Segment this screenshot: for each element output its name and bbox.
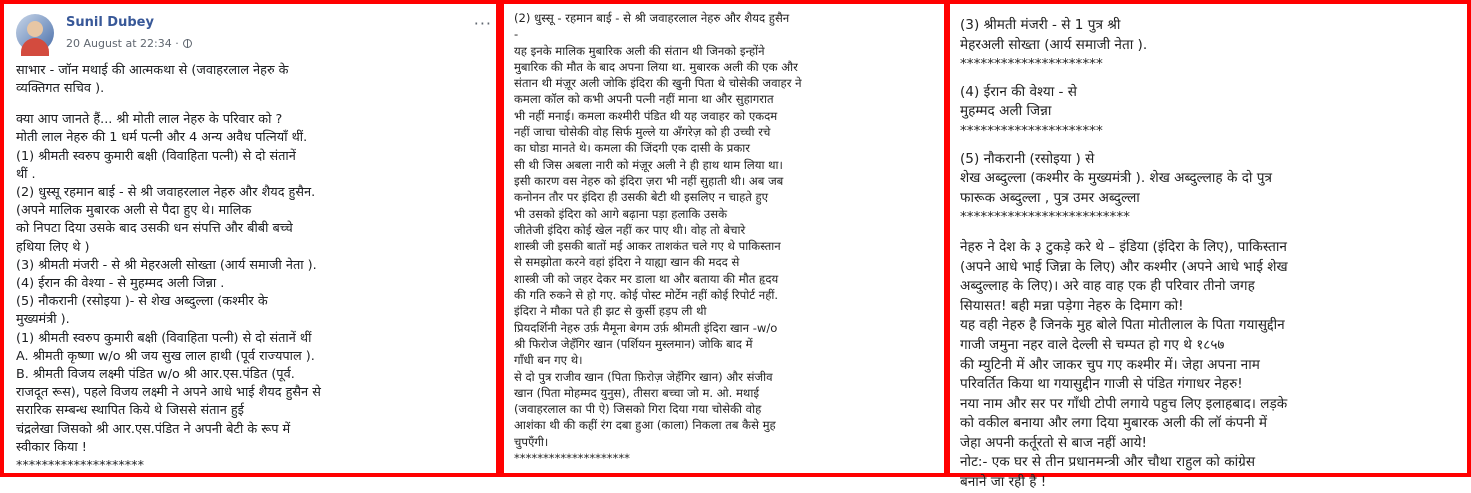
text-line: की गति रुकने से हो गए. कोई पोस्ट मोर्टेम नहीं कोई रिपोर्ट नहीं. (514, 288, 779, 303)
text-line: संतान थी मंज़ूर अली जोकि इंदिरा की खुनी पिता थे चोसेकी जवाहर ने (514, 76, 802, 91)
text-line: बनाने जा रही है ! (960, 474, 1047, 491)
globe-icon (183, 39, 192, 48)
text-line: शास्त्री जी को जहर देकर मर डाला था और बताया की मौत हृदय (514, 271, 779, 286)
text-line: से समझोता करने वहां इंदिरा ने याह्या खान की मदद से (514, 255, 740, 270)
separator-line: ************************* (960, 209, 1130, 226)
text-line (16, 98, 496, 111)
text-line: चुपएँगी। (514, 434, 549, 449)
text-line: थीं . (16, 166, 36, 182)
text-line: मुख्यमंत्री ). (16, 312, 70, 328)
text-line: मुबारिक की मौत के बाद अपना लिया था. मुबारक अली की एक और (514, 59, 798, 74)
text-line: (4) ईरान की वेश्या - से (960, 83, 1077, 100)
text-line: शेख अब्दुल्ला (कश्मीर के मुख्यमंत्री ). शेख अब्दुल्लाह के दो पुत्र (960, 170, 1272, 187)
text-line: (5) नौकरानी (रसोइया )- से शेख अब्दुल्ला (कश्मीर के (16, 294, 268, 310)
text-line: मोती लाल नेहरु की 1 धर्म पत्नी और 4 अन्य अवैध पत्नियाँ थीं. (16, 130, 308, 146)
text-line: यह इनके मालिक मुबारिक अली की संतान थी जिनको इन्होंने (514, 43, 765, 58)
text-line: श्री फिरोज जेहँगिर खान (पर्शियन मुस्लमान) जोकि बाद में (514, 336, 753, 351)
text-line: आशंका थी की कहीं रंग दबा हुआ (काला) निकला तब कैसे मुह (514, 418, 776, 433)
text-line: गाजी जमुना नहर वाले देल्ली से चम्पत हो गए थे १८५७ (960, 336, 1225, 353)
text-line: इसी कारण वस नेहरु को इंदिरा ज़रा भी नहीं सुहाती थी। अब जब (514, 173, 784, 188)
avatar[interactable] (16, 14, 54, 52)
text-line: फारूक अब्दुल्ला , पुत्र उमर अब्दुल्ला (960, 189, 1140, 206)
text-line: (5) नौकरानी (रसोइया ) से (960, 150, 1095, 167)
text-line: (1) श्रीमती स्वरुप कुमारी बक्षी (विवाहिता पत्नी) से दो संतानें (16, 148, 296, 164)
middle-text-panel (500, 0, 948, 477)
text-line: नोट:- एक घर से तीन प्रधानमन्त्री और चौथा राहुल को कांग्रेस (960, 454, 1256, 471)
text-line: राजदूत रूस), पहले विजय लक्ष्मी ने अपने आधे भाई शैयद हुसैन से (16, 385, 321, 401)
separator-line: ********************* (960, 122, 1103, 139)
text-line: खान (पिता मोहम्मद युनुस), तीसरा बच्चा जो म. ओ. मथाई (514, 385, 760, 400)
text-line: स्वीकार किया ! (16, 439, 87, 455)
text-line: प्रियदर्शिनी नेहरु उर्फ़ मैमूना बेगम उर्फ़ श्रीमती इंदिरा खान -w/o (514, 320, 778, 335)
text-line: ******************** (514, 451, 630, 466)
text-line: A. श्रीमती कृष्णा w/o श्री जय सुख लाल हाथी (पूर्व राज्यपाल ). (16, 348, 315, 364)
text-line: गाँधी बन गए थे। (514, 353, 583, 368)
text-line: सियासत! बही मन्ना पड़ेगा नेहरु के दिमाग को! (960, 297, 1184, 314)
text-line: (3) श्रीमती मंजरी - से 1 पुत्र श्री (960, 17, 1121, 33)
text-line: से दो पुत्र राजीव खान (पिता फ़िरोज़ जेहँगिर खान) और संजीव (514, 369, 773, 384)
separator-line: ********************* (960, 56, 1103, 73)
text-line: सी थी जिस अबला नारी को मंज़ूर अली ने ही हाथ थाम लिया था। (514, 157, 783, 172)
text-line: यह वही नेहरु है जिनके मुह बोले पिता मोतीलाल के पिता गयासुद्दीन (960, 317, 1285, 334)
text-line: इंदिरा ने मौका पते ही झट से कुर्सी हड़प ली थी (514, 304, 707, 319)
text-line: जेहा अपनी कर्तूरतो से बाज नहीं आये! (960, 434, 1148, 451)
text-line: भी नहीं मनाई। कमला कश्मीरी पंडित थी यह जवाहर को एकदम (514, 108, 778, 123)
text-line: की म्युटिनी में और जाकर चुप गए कश्मीर में। जेहा अपना नाम (960, 356, 1260, 373)
text-line: (अपने आधे भाई जिन्ना के लिए) और कश्मीर (अपने आधे भाई शेख (960, 258, 1288, 275)
text-line: परिवर्तित किया था गयासुद्दीन गाजी से पंडित गंगाधर नेहरु! (960, 376, 1243, 393)
text-line: सरारिक सम्बन्ध स्थापित किये थे जिससे संतान हुई (16, 403, 244, 419)
text-line: अब्दुल्लाह के लिए)। अरे वाह वाह एक ही परिवार तीनो जगह (960, 278, 1255, 295)
text-line: (2) धुस्सू - रहमान बाई - से श्री जवाहरलाल नेहरु और शैयद हुसैन (514, 11, 790, 25)
text-line: क्या आप जानते हैं... श्री मोती लाल नेहरु के परिवार को ? (16, 112, 283, 128)
more-options-icon[interactable]: ··· (473, 14, 492, 33)
text-line: जीतेजी इंदिरा कोई खेल नहीं कर पाए थी। वोह तो बेचारे (514, 222, 746, 237)
text-line: शास्त्री जी इसकी बातों मई आकर ताशकंत चले गए थे पाकिस्तान (514, 239, 781, 254)
post-timestamp[interactable]: 20 August at 22:34 · (66, 37, 179, 50)
middle-text (514, 10, 942, 466)
text-line: (4) ईरान की वेश्या - से मुहम्मद अली जिन्ना . (16, 276, 225, 292)
author-name-link[interactable]: Sunil Dubey (66, 15, 154, 30)
post-meta (66, 37, 192, 50)
text-line: चंद्रलेखा जिसको श्री आर.एस.पंडित ने अपनी बेटी के रूप में (16, 421, 291, 437)
text-line: (2) धुस्सू रहमान बाई - से श्री जवाहरलाल नेहरु और शैयद हुसैन. (16, 185, 316, 201)
right-text-panel (946, 0, 1471, 491)
text-line: का घोडा मानते थे। कमला की जिंदगी एक दासी के प्रकार (514, 141, 750, 156)
text-line: को वकील बनाया और लगा दिया मुबारक अली की लॉ कंपनी में (960, 415, 1268, 432)
text-line: मेहरअली सोख्ता (आर्य समाजी नेता ). (960, 36, 1148, 53)
text-line: भी उसको इंदिरा को आगे बढ़ाना पड़ा हलाकि उसके (514, 206, 728, 221)
text-line: (जवाहरलाल का पी ऐ) जिसको गिरा दिया गया चोसेकी वोह (514, 402, 762, 417)
text-line: साभार - जॉन मथाई की आत्मकथा से (जवाहरलाल नेहरु के (16, 63, 289, 78)
text-line: कनोनन तौर पर इंदिरा ही उसकी बेटी थी इसलिए न चाहते हुए (514, 190, 769, 205)
text-line: नहीं जाचा चोसेकी वोह सिर्फ मुल्ले या अँगरेज़ को ही उच्ची रचे (514, 125, 771, 140)
text-line: व्यक्तिगत सचिव ). (16, 81, 105, 97)
text-line: B. श्रीमती विजय लक्ष्मी पंडित w/o श्री आर.एस.पंडित (पूर्व. (16, 367, 295, 383)
text-line: नेहरु ने देश के ३ टुकड़े करे थे – इंडिया (इंदिरा के लिए), पाकिस्तान (960, 238, 1287, 255)
facebook-post-panel (0, 0, 500, 477)
post-header (14, 12, 494, 56)
right-text (960, 16, 1465, 493)
text-line: ******************** (16, 458, 144, 474)
text-line: हथिया लिए थे ) (16, 239, 90, 255)
text-line: नया नाम और सर पर गाँधी टोपी लगाये पहुच लिए इलाहबाद। लड़के (960, 395, 1288, 412)
text-line: (1) श्रीमती स्वरुप कुमारी बक्षी (विवाहिता पत्नी) से दो संतानें थीं (16, 330, 312, 346)
text-line: को निपटा दिया उसके बाद उसकी धन संपत्ति और बीबी बच्चे (16, 221, 293, 237)
text-line: मुहम्मद अली जिन्ना (960, 103, 1052, 120)
text-line: (अपने मालिक मुबारक अली से पैदा हुए थे। मालिक (16, 203, 252, 219)
post-text (16, 62, 496, 475)
text-line: (3) श्रीमती मंजरी - से श्री मेहरअली सोख्ता (आर्य समाजी नेता ). (16, 257, 317, 273)
text-line: - (514, 27, 519, 42)
text-line: कमला कॉल को कभी अपनी पत्नी नहीं माना था और सुहागरात (514, 92, 774, 107)
